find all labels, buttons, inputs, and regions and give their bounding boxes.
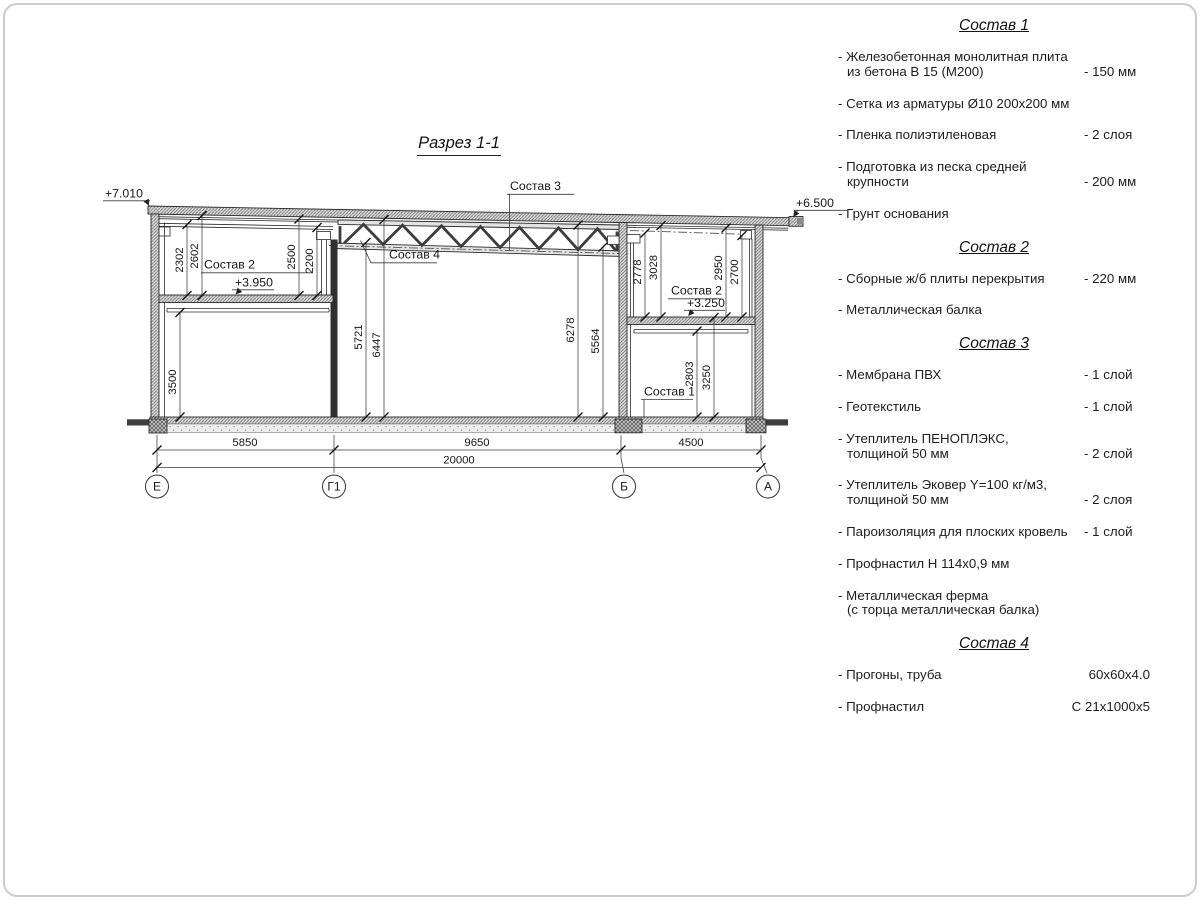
item-text: - Пароизоляция для плоских кровель bbox=[838, 523, 1068, 539]
foundation-block bbox=[615, 419, 642, 433]
item-text: - Профнастил bbox=[838, 698, 925, 714]
dim-2200: 2200 bbox=[304, 248, 316, 274]
dim-5564: 5564 bbox=[590, 328, 602, 354]
dim-span-2: 9650 bbox=[464, 437, 490, 449]
composition-item bbox=[838, 557, 1150, 572]
wall-axis-e bbox=[151, 214, 159, 421]
dim-2803: 2803 bbox=[684, 361, 696, 387]
item-value: - 1 слой bbox=[1084, 367, 1133, 383]
callout-sostav2-left: Состав 2 bbox=[204, 257, 255, 272]
composition-item bbox=[838, 700, 1150, 715]
item-text: - Профнастил Н 114х0,9 мм bbox=[838, 555, 1010, 571]
floor-edge-left bbox=[127, 419, 151, 425]
metal-beam-axis bbox=[630, 231, 752, 235]
dimension-lines bbox=[157, 216, 767, 474]
dim-2778: 2778 bbox=[632, 259, 644, 285]
dim-3250: 3250 bbox=[701, 364, 713, 391]
dim-2950: 2950 bbox=[713, 255, 725, 281]
callout-sostav2-right: Состав 2 bbox=[671, 283, 722, 298]
floor-bedding bbox=[150, 424, 763, 433]
item-text: - Металлическая балка bbox=[838, 302, 982, 318]
composition-item bbox=[838, 97, 1150, 112]
wall-axis-a bbox=[755, 225, 763, 421]
item-text: - Сетка из арматуры Ø10 200х200 мм bbox=[838, 95, 1070, 111]
axis-label-g1: Г1 bbox=[327, 479, 341, 494]
elevation-slab-left: +3.950 bbox=[235, 275, 273, 290]
slab-right bbox=[627, 317, 755, 325]
section-drawing bbox=[0, 0, 860, 560]
dim-3028: 3028 bbox=[648, 254, 660, 281]
item-text: - Металлическая ферма (с торца металлическая балка) bbox=[838, 587, 1040, 618]
axis-bubbles bbox=[146, 475, 780, 498]
callout-sostav4: Состав 4 bbox=[389, 247, 440, 262]
elevation-roof-right: +6.500 bbox=[796, 196, 834, 210]
item-value: - 1 слой bbox=[1084, 398, 1133, 414]
composition-item bbox=[838, 525, 1150, 540]
item-value: - 220 мм bbox=[1084, 270, 1137, 286]
item-text: - Пленка полиэтиленовая bbox=[838, 127, 997, 143]
dim-2500: 2500 bbox=[286, 244, 298, 270]
item-value: - 150 мм bbox=[1084, 63, 1137, 79]
composition-item bbox=[838, 160, 1150, 190]
composition-item bbox=[838, 50, 1150, 80]
dim-span-3: 4500 bbox=[678, 437, 704, 449]
item-text: - Утеплитель Эковер Y=100 кг/м3, толщиной 50 мм bbox=[838, 477, 1047, 508]
item-text: - Прогоны, труба bbox=[838, 667, 942, 683]
dim-2302: 2302 bbox=[174, 247, 186, 273]
item-text: - Железобетонная монолитная плита из бетона В 15 (М200) bbox=[838, 49, 1068, 79]
item-value: С 21х1000х5 bbox=[1071, 698, 1150, 714]
building-structure bbox=[127, 206, 803, 433]
dim-3500: 3500 bbox=[167, 369, 179, 395]
dim-6278: 6278 bbox=[565, 317, 577, 343]
dim-2700: 2700 bbox=[729, 259, 741, 285]
item-value: - 1 слой bbox=[1084, 523, 1133, 539]
composition-item bbox=[838, 128, 1150, 143]
floor-edge-right bbox=[763, 419, 788, 425]
beam-bearing bbox=[158, 227, 170, 236]
item-text: - Геотекстиль bbox=[838, 398, 922, 414]
axis-label-b: Б bbox=[620, 479, 628, 494]
item-value: 60х60х4.0 bbox=[1088, 667, 1150, 683]
item-value: - 200 мм bbox=[1084, 173, 1137, 189]
composition-item bbox=[838, 432, 1150, 462]
dim-total: 20000 bbox=[443, 454, 475, 467]
callout-sostav3: Состав 3 bbox=[510, 179, 561, 193]
foundation-block bbox=[746, 419, 766, 433]
elevation-slab-right: +3.250 bbox=[687, 296, 725, 310]
composition-item bbox=[838, 478, 1150, 508]
axis-label-a: А bbox=[763, 479, 773, 494]
item-value: - 2 слоя bbox=[1084, 492, 1133, 508]
floor-slab bbox=[150, 417, 763, 424]
item-value: - 2 слой bbox=[1084, 445, 1133, 461]
composition-item bbox=[838, 668, 1150, 683]
foundation-block bbox=[149, 419, 167, 433]
item-text: - Грунт основания bbox=[838, 205, 949, 221]
item-text: - Утеплитель ПЕНОПЛЭКС, толщиной 50 мм bbox=[838, 430, 1009, 461]
composition-item bbox=[838, 207, 1150, 222]
compositions-panel bbox=[838, 12, 1150, 732]
composition-heading: Состав 2 bbox=[959, 238, 1029, 256]
item-text: - Подготовка из песка средней крупности bbox=[838, 159, 1027, 189]
dim-5721: 5721 bbox=[353, 324, 365, 350]
elevation-roof-left: +7.010 bbox=[105, 186, 143, 201]
callout-sostav1: Состав 1 bbox=[644, 384, 695, 399]
item-value: - 2 слоя bbox=[1084, 127, 1133, 143]
dim-2602: 2602 bbox=[189, 243, 201, 269]
item-text: - Сборные ж/б плиты перекрытия bbox=[838, 270, 1045, 286]
composition-heading: Состав 3 bbox=[959, 335, 1029, 353]
composition-item bbox=[838, 272, 1150, 287]
composition-item bbox=[838, 303, 1150, 318]
composition-item bbox=[838, 368, 1150, 383]
section-title: Разрез 1-1 bbox=[418, 134, 500, 152]
slab-left bbox=[159, 295, 333, 303]
wall-axis-b bbox=[619, 223, 627, 422]
composition-heading: Состав 1 bbox=[959, 17, 1029, 34]
dim-6447: 6447 bbox=[371, 332, 383, 358]
composition-item bbox=[838, 400, 1150, 415]
axis-label-e: Е bbox=[152, 479, 162, 494]
composition-heading: Состав 4 bbox=[959, 635, 1029, 653]
item-text: - Мембрана ПВХ bbox=[838, 367, 942, 383]
wall-axis-g1 bbox=[317, 232, 338, 418]
composition-item bbox=[838, 589, 1150, 619]
drawing-title bbox=[417, 134, 501, 156]
metal-truss bbox=[329, 220, 629, 257]
dim-span-1: 5850 bbox=[232, 437, 258, 449]
